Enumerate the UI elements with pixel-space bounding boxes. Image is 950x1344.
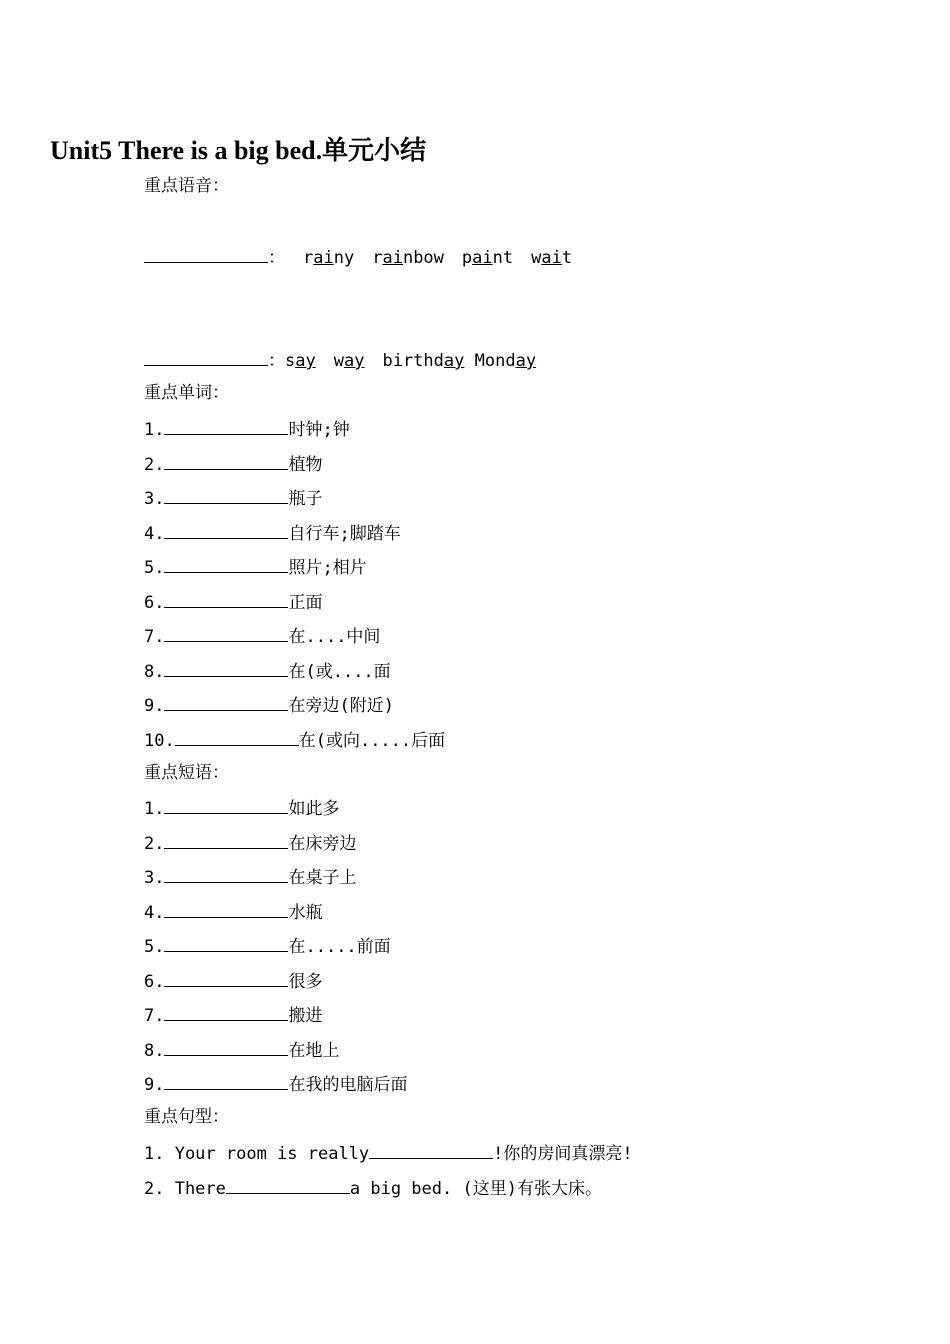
page-title: Unit5 There is a big bed.单元小结 <box>50 136 427 165</box>
section-sentences: 重点句型： <box>144 1107 229 1127</box>
item-meaning: 在床旁边 <box>288 833 357 854</box>
phrase-item <box>144 1071 407 1095</box>
item-number: 10. <box>144 730 175 751</box>
item-number: 6. <box>144 971 165 992</box>
word-item <box>144 623 380 647</box>
sentence-item: 1. Your room is really !你的房间真漂亮! <box>144 1140 633 1164</box>
item-meaning: 在(或....面 <box>288 661 391 682</box>
item-meaning: 在旁边(附近) <box>288 696 394 716</box>
word-item <box>144 451 322 475</box>
answer-blank[interactable] <box>226 1175 350 1194</box>
item-meaning: 在我的电脑后面 <box>288 1075 408 1095</box>
answer-blank[interactable] <box>164 451 288 470</box>
answer-blank[interactable] <box>164 1071 288 1090</box>
answer-blank[interactable] <box>164 830 288 849</box>
item-meaning: 正面 <box>288 592 323 613</box>
item-number: 9. <box>144 1075 165 1095</box>
phrase-item <box>144 899 322 923</box>
item-meaning: 很多 <box>288 971 323 992</box>
answer-blank[interactable] <box>164 485 288 504</box>
phonics-word: way <box>333 351 365 371</box>
phonics-word: Monday <box>474 351 537 371</box>
phonics-word: birthday <box>382 351 465 371</box>
colon: ： <box>268 248 285 268</box>
item-number: 3. <box>144 489 165 509</box>
item-number: 8. <box>144 661 165 682</box>
item-meaning: 在.....前面 <box>288 937 391 957</box>
answer-blank[interactable] <box>164 1002 288 1021</box>
word-item <box>144 589 322 613</box>
item-meaning: 在桌子上 <box>288 868 357 888</box>
word-item <box>144 692 394 716</box>
item-number: 5. <box>144 558 165 578</box>
item-meaning: 在....中间 <box>288 627 381 647</box>
answer-blank[interactable] <box>144 347 268 366</box>
phonics-row-1 <box>144 244 572 268</box>
answer-blank[interactable] <box>164 933 288 952</box>
item-meaning: 植物 <box>288 454 323 475</box>
word-item <box>144 658 391 682</box>
answer-blank[interactable] <box>164 416 288 435</box>
phrase-item <box>144 795 339 819</box>
answer-blank[interactable] <box>164 968 288 987</box>
word-item <box>144 416 350 440</box>
item-meaning: 照片;相片 <box>288 558 367 578</box>
item-number: 6. <box>144 592 165 613</box>
answer-blank[interactable] <box>164 623 288 642</box>
phonics-word: paint <box>461 248 514 268</box>
item-meaning: 水瓶 <box>288 902 323 923</box>
answer-blank[interactable] <box>144 244 268 263</box>
phrase-item <box>144 933 391 957</box>
item-number: 1. <box>144 420 165 440</box>
item-number: 7. <box>144 1006 165 1026</box>
section-words: 重点单词： <box>144 383 229 403</box>
answer-blank[interactable] <box>164 1037 288 1056</box>
answer-blank[interactable] <box>164 795 288 814</box>
answer-blank[interactable] <box>369 1140 493 1159</box>
item-meaning: 如此多 <box>288 799 340 819</box>
item-meaning: 在地上 <box>288 1040 340 1061</box>
phrase-item <box>144 968 322 992</box>
phonics-row-2 <box>144 347 536 371</box>
phonics-word: rainy <box>303 248 355 268</box>
answer-blank[interactable] <box>164 864 288 883</box>
item-meaning: 在(或向.....后面 <box>298 730 446 751</box>
item-meaning: 自行车;脚踏车 <box>288 523 401 544</box>
answer-blank[interactable] <box>164 692 288 711</box>
phrase-item <box>144 1002 322 1026</box>
answer-blank[interactable] <box>164 658 288 677</box>
section-pronunciation: 重点语音： <box>144 176 229 196</box>
word-item <box>144 727 445 751</box>
phrase-item <box>144 830 356 854</box>
item-number: 7. <box>144 627 165 647</box>
item-number: 1. <box>144 799 165 819</box>
answer-blank[interactable] <box>164 554 288 573</box>
word-item <box>144 520 401 544</box>
item-number: 9. <box>144 696 165 716</box>
item-number: 4. <box>144 523 165 544</box>
item-meaning: 瓶子 <box>288 489 323 509</box>
answer-blank[interactable] <box>164 520 288 539</box>
answer-blank[interactable] <box>175 727 299 746</box>
item-number: 8. <box>144 1040 165 1061</box>
phrase-item <box>144 1037 339 1061</box>
answer-blank[interactable] <box>164 899 288 918</box>
item-number: 2. <box>144 454 165 475</box>
phonics-word: wait <box>531 248 573 268</box>
item-number: 3. <box>144 868 165 888</box>
item-meaning: 搬进 <box>288 1006 323 1026</box>
word-item <box>144 554 367 578</box>
phonics-word: rainbow <box>372 248 444 268</box>
phrase-item <box>144 864 356 888</box>
item-number: 2. <box>144 833 165 854</box>
answer-blank[interactable] <box>164 589 288 608</box>
item-meaning: 时钟;钟 <box>288 420 350 440</box>
word-item <box>144 485 322 509</box>
phonics-word: say <box>285 351 316 371</box>
section-phrases: 重点短语： <box>144 763 229 783</box>
sentence-item: 2. There a big bed. (这里)有张大床。 <box>144 1175 602 1199</box>
colon: ： <box>268 351 285 371</box>
item-number: 4. <box>144 902 165 923</box>
item-number: 5. <box>144 937 165 957</box>
